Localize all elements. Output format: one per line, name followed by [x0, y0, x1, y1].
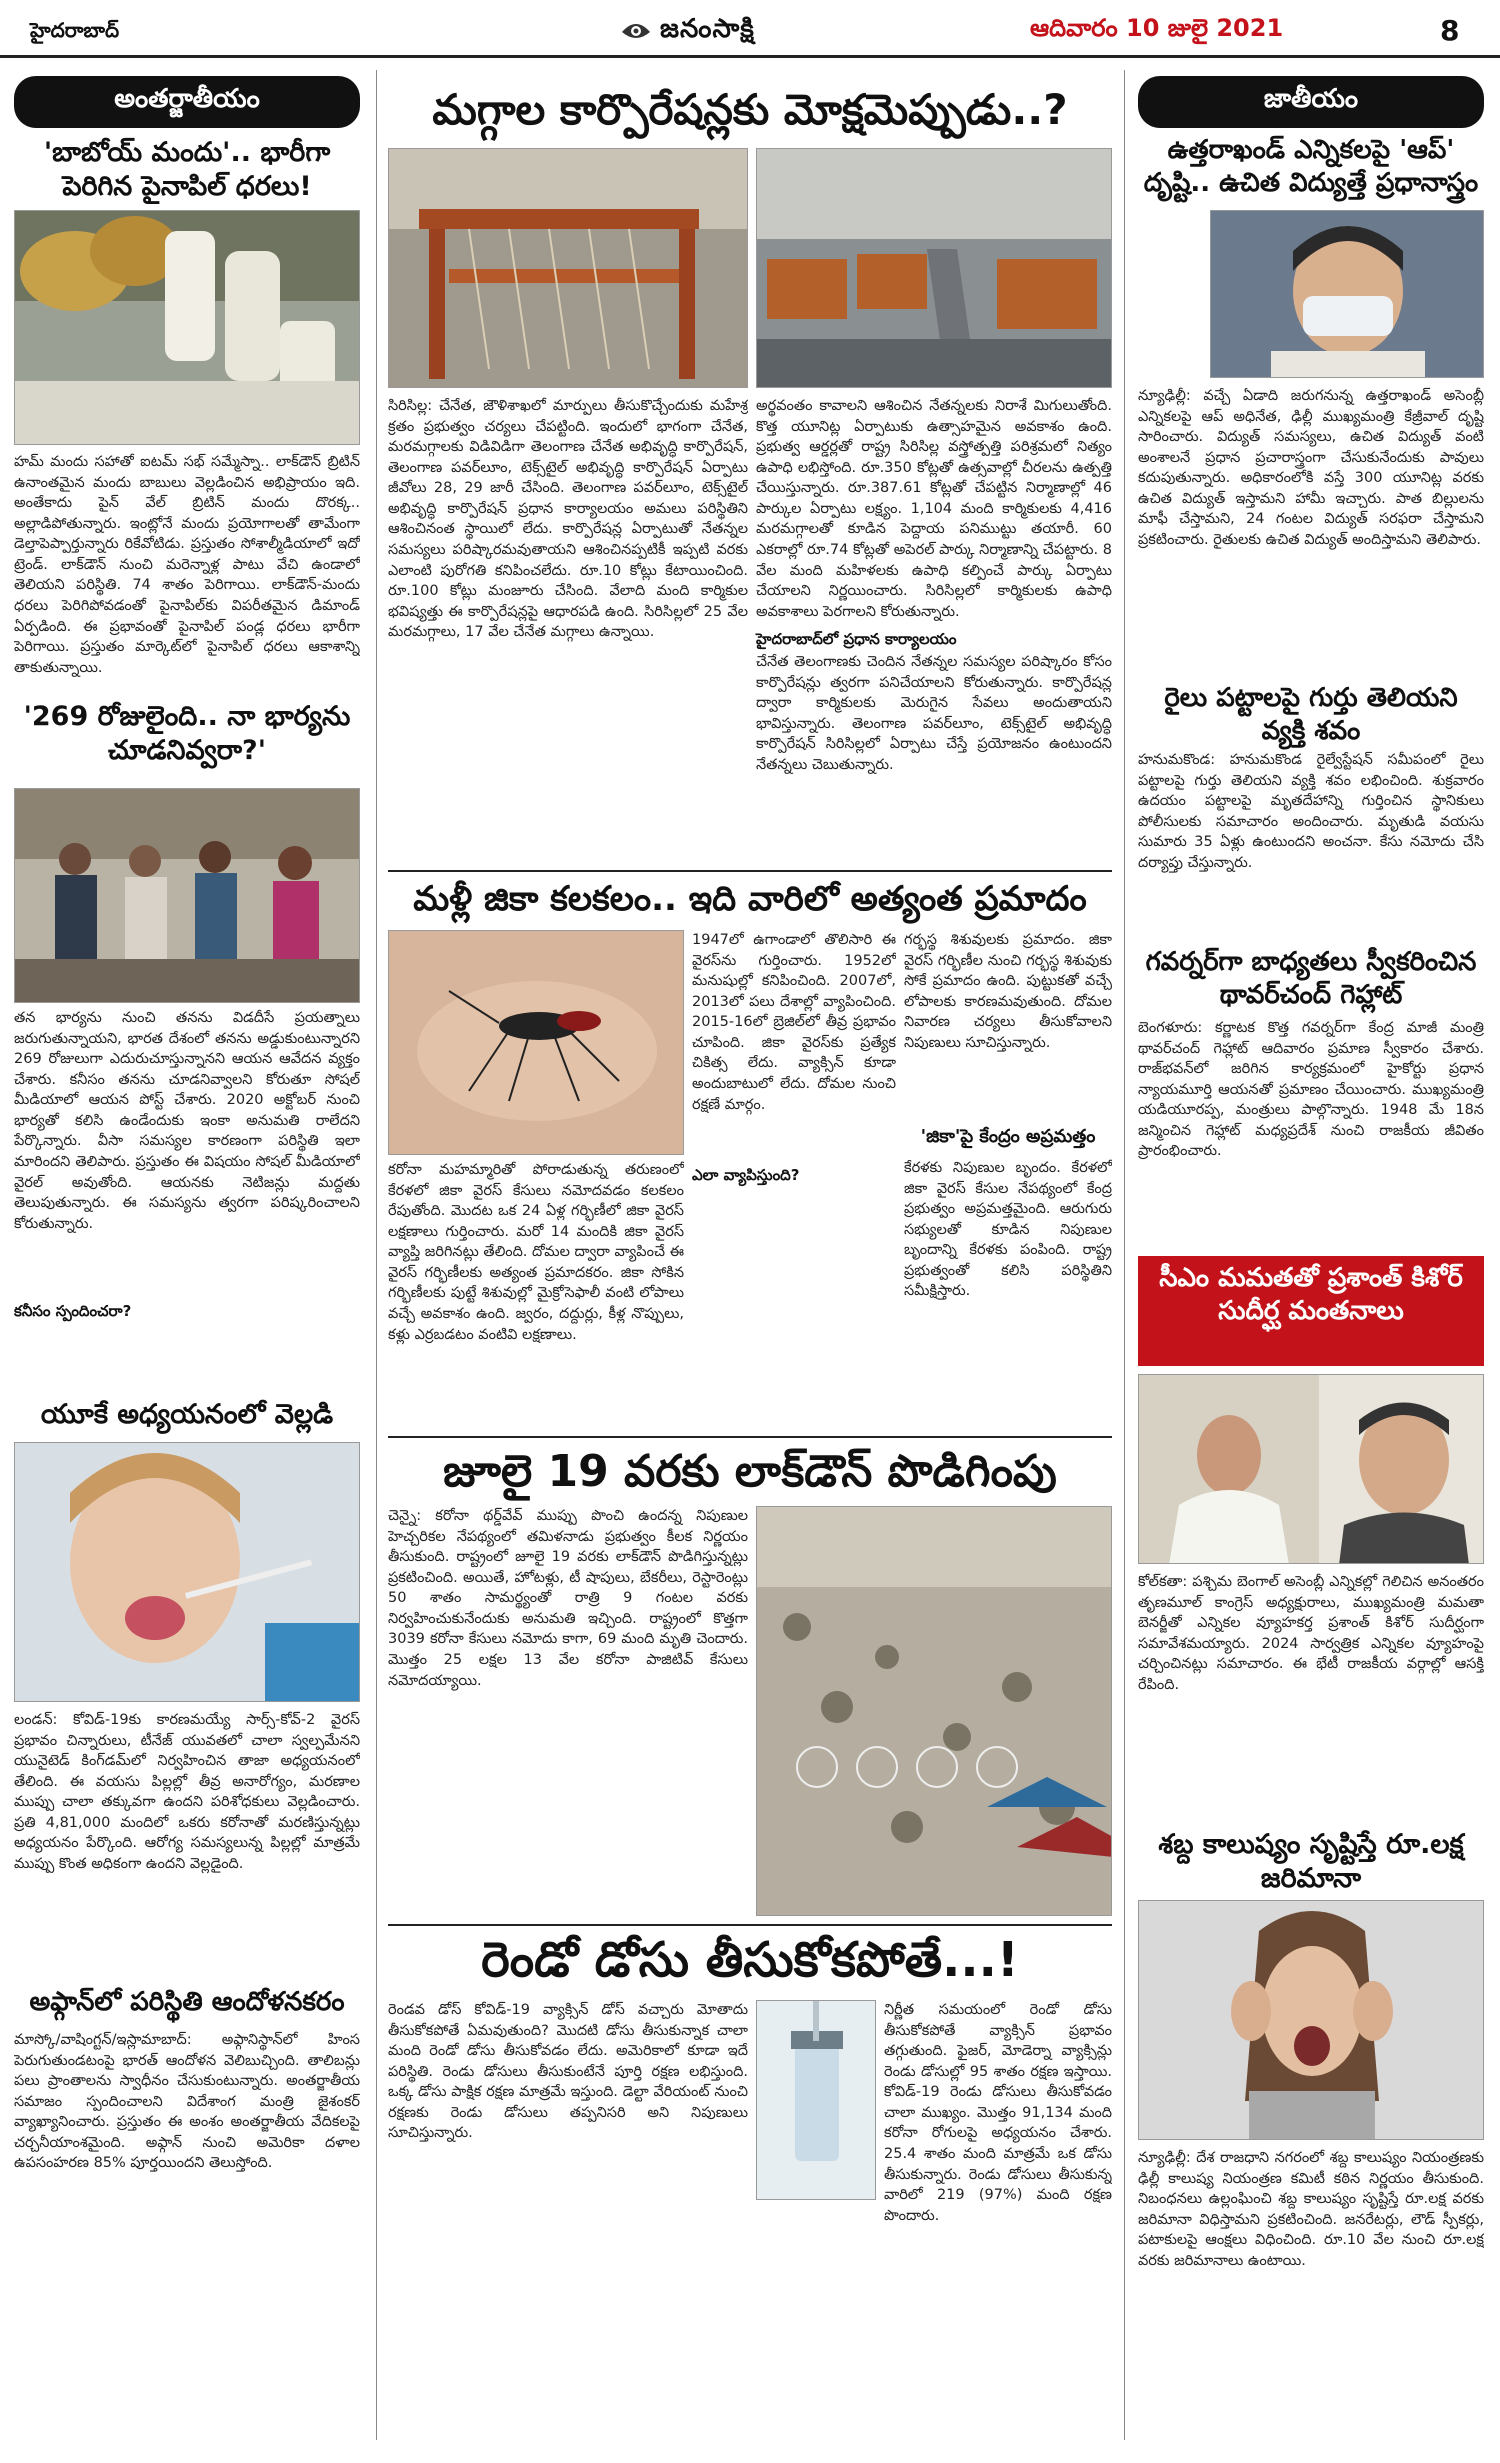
headline: ఉత్తరాఖండ్ ఎన్నికలపై 'ఆప్' దృష్టి.. ఉచిత విద్యుత్తే ప్రధానాస్త్రం	[1143, 135, 1479, 198]
article-body: 1947లో ఉగాండాలో తొలిసారి ఈ వైరస్‌ను గుర్తించారు. 1952లో మనుషుల్లో కనిపించింది. 2007లో, 2013లో పలు దేశాల్లో వ్యాపించింది. 2015-16లో బ్రెజిల్‌లో తీవ్ర ప్రభావం చూపింది. జికా వైరస్‌కు ప్రత్యేక చికిత్స లేదు. వ్యాక్సిన్ కూడా అందుబాటులో లేదు. దోమల నుంచి రక్షణే మార్గం.	[692, 932, 896, 1113]
child-swab-photo	[14, 1442, 360, 1702]
mosquito-photo	[388, 930, 684, 1155]
headline: మళ్లీ జికా కలకలం.. ఇది వారిలో అత్యంత ప్రమాదం	[413, 879, 1087, 919]
section-rule	[388, 870, 1112, 872]
article-body: చెన్నై: కరోనా థర్డ్‌వేవ్ ముప్పు పొంచి ఉందన్న నిపుణుల హెచ్చరికల నేపథ్యంలో తమిళనాడు ప్రభుత్వం కీలక నిర్ణయం తీసుకుంది. రాష్ట్రంలో జూలై 19 వరకు లాక్‌డౌన్ పొడిగిస్తున్నట్లు ప్రకటించింది. అయితే, హోటళ్లు, టీ షాపులు, బేకరీలు, రెస్టారెంట్లు 50 శాతం సామర్థ్యంతో రాత్రి 9 గంటల వరకు నిర్వహించుకునేందుకు అనుమతి ఇచ్చింది. రాష్ట్రంలో కొత్తగా 3039 కరోనా కేసులు నమోదు కాగా, 69 మంది మృతి చెందారు. మొత్తం 25 లక్షల 13 వేల కరోనా పాజిటివ్ కేసులు నమోదయ్యాయి.	[388, 1508, 748, 1689]
article-body: కోల్‌కతా: పశ్చిమ బెంగాల్ అసెంబ్లీ ఎన్నికల్లో గెలిచిన అనంతరం తృణమూల్ కాంగ్రెస్ అధ్యక్షురాలు, ముఖ్యమంత్రి మమతా బెనర్జీతో ఎన్నికల వ్యూహకర్త ప్రశాంత్ కిశోర్ సుదీర్ఘంగా సమావేశమయ్యారు. 2024 సార్వత్రిక ఎన్నికల వ్యూహంపై చర్చించినట్లు సమాచారం. ఈ భేటీ రాజకీయ వర్గాల్లో ఆసక్తి రేపింది.	[1138, 1574, 1484, 1693]
column-divider	[376, 70, 377, 2440]
article-body: రెండవ డోస్ కోవిడ్-19 వ్యాక్సిన్ డోస్ వచ్చారు మోతాదు తీసుకోకపోతే ఏమవుతుంది? మొదటి డోసు తీసుకున్నాక చాలా మంది రెండో డోసు తీసుకోవడం లేదు. అమెరికాలో కూడా ఇదే పరిస్థితి. రెండు డోసులు తీసుకుంటేనే పూర్తి రక్షణ లభిస్తుంది. ఒక్క డోసు పాక్షిక రక్షణ మాత్రమే ఇస్తుంది. డెల్టా వేరియంట్ నుంచి రక్షణకు రెండు డోసులు తప్పనిసరి అని నిపుణులు సూచిస్తున్నారు.	[388, 2002, 748, 2142]
headline: 'బాబోయ్ మందు'.. భారీగా పెరిగిన పైనాపిల్ ధరలు!	[43, 137, 331, 202]
subheading: కనీసం స్పందించరా?	[14, 1302, 132, 1320]
article-body: న్యూఢిల్లీ: వచ్చే ఏడాది జరుగనున్న ఉత్తరాఖండ్ అసెంబ్లీ ఎన్నికలపై ఆప్ అధినేత, ఢిల్లీ ముఖ్యమంత్రి కేజ్రీవాల్ దృష్టి సారించారు. విద్యుత్ సమస్యలు, ఉచిత విద్యుత్ వంటి అంశాలనే ప్రధాన ప్రచారాస్త్రంగా చేసుకునేందుకు పావులు కదుపుతున్నారు. అధికారంలోకి వస్తే 300 యూనిట్ల వరకు ఉచిత విద్యుత్ ఇస్తామని హామీ ఇచ్చారు. పాత బిల్లులను మాఫీ చేస్తామని, 24 గంటల విద్యుత్ సరఫరా చేస్తామని ప్రకటించారు. రైతులకు ఉచిత విద్యుత్ అందిస్తామని తెలిపారు.	[1138, 388, 1484, 549]
headline: రెండో డోసు తీసుకోకపోతే...!	[481, 1932, 1019, 1988]
article-body: కేరళకు నిపుణుల బృందం. కేరళలో జికా వైరస్ కేసుల నేపథ్యంలో కేంద్ర ప్రభుత్వం అప్రమత్తమైంది. ఆరుగురు సభ్యులతో కూడిన నిపుణుల బృందాన్ని కేరళకు పంపింది. రాష్ట్ర ప్రభుత్వంతో కలిసి పరిస్థితిని సమీక్షిస్తారు.	[904, 1160, 1112, 1300]
section-rule	[388, 1436, 1112, 1438]
headline: '269 రోజులైంది.. నా భార్యను చూడనివ్వరా?'	[23, 701, 351, 766]
article-body: చేనేత తెలంగాణకు చెందిన నేతన్నల సమస్యల పరిష్కారం కోసం కార్పొరేషన్లు త్వరగా పనిచేయాలని కోరుతున్నారు. కార్పొరేషన్ల ద్వారా కార్మికులకు మెరుగైన సేవలు అందుతాయని భావిస్తున్నారు. తెలంగాణ పవర్‌లూం, టెక్స్‌టైల్ అభివృద్ధి కార్పొరేషన్ సిరిసిల్లలో ఏర్పాటు చేస్తే ప్రయోజనం ఉంటుందని నేతన్నలు చెబుతున్నారు.	[756, 654, 1112, 773]
headline: మగ్గాల కార్పొరేషన్లకు మోక్షమెప్పుడు..?	[432, 85, 1068, 134]
masthead-title: జనంసాక్షి	[660, 14, 755, 44]
article-body: హనుమకొండ: హనుమకొండ రైల్వేస్టేషన్ సమీపంలో రైలు పట్టాలపై గుర్తు తెలియని వ్యక్తి శవం లభించింది. శుక్రవారం ఉదయం పట్టాలపై మృతదేహాన్ని గుర్తించిన స్థానికులు పోలీసులకు సమాచారం అందించారు. మృతుడి వయసు సుమారు 35 ఏళ్లు ఉంటుందని అంచనా. కేసు నమోదు చేసి దర్యాప్తు చేస్తున్నారు.	[1138, 752, 1484, 871]
family-photo	[14, 788, 360, 1003]
article-body: తన భార్యను నుంచి తనను విడదీసే ప్రయత్నాలు జరుగుతున్నాయని, భారత దేశంలో తనను అడ్డుకుంటున్నారని 269 రోజులుగా ఎదురుచూస్తున్నానని ఆయన ఆవేదన వ్యక్తం చేశారు. కనీసం తనను చూడనివ్వాలని కోరుతూ సోషల్ మీడియాలో ఆయన పోస్ట్ చేశారు. 2020 అక్టోబర్ నుంచి భార్యతో కలిసి ఉండేందుకు ఇంకా అనుమతి రాలేదని పేర్కొన్నారు. వీసా సమస్యల కారణంగా పరిస్థితి ఇలా మారిందని తెలిపారు. ప్రస్తుతం ఈ విషయం సోషల్ మీడియాలో వైరల్ అవుతోంది. ఆయనకు నెటిజన్లు మద్దతు తెలుపుతున్నారు. ఈ సమస్యను త్వరగా పరిష్కరించాలని కోరుతున్నారు.	[14, 1010, 360, 1232]
subheading: ఎలా వ్యాపిస్తుంది?	[692, 1166, 800, 1184]
subheading: 'జికా'పై కేంద్రం అప్రమత్తం	[920, 1126, 1096, 1147]
loom-photo	[388, 148, 748, 388]
article-body: నిర్ణీత సమయంలో రెండో డోసు తీసుకోకపోతే వ్యాక్సిన్ ప్రభావం తగ్గుతుంది. ఫైజర్, మోడెర్నా వ్యాక్సిన్లు రెండు డోసుల్లో 95 శాతం రక్షణ ఇస్తాయి. కోవిడ్-19 రెండు డోసులు తీసుకోవడం చాలా ముఖ్యం. మొత్తం 91,134 మంది కరోనా రోగులపై అధ్యయనం చేశారు. 25.4 శాతం మంది మాత్రమే ఒక డోసు తీసుకున్నారు. రెండు డోసులు తీసుకున్న వారిలో 219 (97%) మంది రక్షణ పొందారు.	[884, 2002, 1112, 2224]
section-rule	[388, 1924, 1112, 1926]
headline: రైలు పట్టాలపై గుర్తు తెలియని వ్యక్తి శవం	[1164, 683, 1458, 746]
subheading: హైదరాబాద్‌లో ప్రధాన కార్యాలయం	[756, 630, 957, 648]
market-crowd-photo	[756, 1506, 1112, 1916]
eye-logo-icon	[620, 14, 652, 44]
kejriwal-photo	[1210, 210, 1484, 378]
article-body: గర్భస్థ శిశువులకు ప్రమాదం. జికా వైరస్ గర్భిణీల నుంచి గర్భస్థ శిశువుకు సోకే ప్రమాదం ఉంది. పుట్టుకతో వచ్చే లోపాలకు కారణమవుతుంది. దోమల నివారణ చర్యలు తీసుకోవాలని నిపుణులు సూచిస్తున్నారు.	[904, 932, 1112, 1051]
page-number: 8	[1440, 14, 1460, 47]
article-body: హమ్ మందు సహాతో ఐటమ్ సభ్ సమ్మేస్నా.. లాక్‌డౌన్ బ్రిటిన్ ఉనాంతమైన మందు బాబులు వెల్లడించిన అభిప్రాయం ఇది. అంతేకాదు పైన్ వేల్ బ్రిటిన్ మందు దొరక్క.. అల్లాడిపోతున్నారు. ఇంట్లోనే మందు ప్రయోగాలతో తామేంగా డెల్తాపెప్పార్తున్నారు రికేవోటిడు. ప్రస్తుతం సోశాల్మీడియాలో ఇదో ట్రెండ్. లాక్‌డౌన్ నుంచి మరెన్నాళ్ల పాటు వేచి ఉండాలో తెలియని పరిస్థితి. 74 శాతం పెరిగాయి. లాక్‌డౌన్-మందు ధరలు పెరిగిపోవడంతో పైనాపిల్‌కు విపరీతమైన డిమాండ్ ఏర్పడింది. ఈ ప్రభావంతో పైనాపిల్ పండ్ల ధరలు భారీగా పెరిగాయి. ప్రస్తుతం మార్కెట్‌లో పైనాపిల్ ధరలు ఆకాశాన్ని తాకుతున్నాయి.	[14, 454, 360, 676]
article-body: లండన్: కోవిడ్-19కు కారణమయ్యే సార్స్-కోవ్-2 వైరస్ ప్రభావం చిన్నారులు, టీనేజ్ యువతలో చాలా స్వల్పమేనని యునైటెడ్ కింగ్‌డమ్‌లో నిర్వహించిన తాజా అధ్యయనంలో తేలింది. ఈ వయసు పిల్లల్లో తీవ్ర అనారోగ్యం, మరణాల ముప్పు చాలా తక్కువగా ఉందని పరిశోధకులు వెల్లడించారు. ప్రతి 4,81,000 మందిలో ఒకరు కరోనాతో మరణిస్తున్నట్లు అధ్యయనం పేర్కొంది. ఆరోగ్య సమస్యలున్న పిల్లల్లో మాత్రమే ముప్పు కొంత అధికంగా ఉందని వెల్లడైంది.	[14, 1712, 360, 1873]
headline: గవర్నర్‌గా బాధ్యతలు స్వీకరించిన థావర్‌చంద్ గెహ్లాట్	[1145, 947, 1477, 1010]
headline: అఫ్గాన్‌లో పరిస్థితి ఆందోళనకరం	[29, 1987, 345, 2017]
headline: సీఎం మమతతో ప్రశాంత్ కిశోర్ సుదీర్ఘ మంతనాలు	[1159, 1263, 1463, 1326]
woman-covering-ears-photo	[1138, 1900, 1484, 2140]
article-body: బెంగళూరు: కర్ణాటక కొత్త గవర్నర్‌గా కేంద్ర మాజీ మంత్రి థావర్‌చంద్ గెహ్లాట్ ఆదివారం ప్రమాణ స్వీకారం చేశారు. రాజ్‌భవన్‌లో జరిగిన కార్యక్రమంలో హైకోర్టు ప్రధాన న్యాయమూర్తి ఆయనతో ప్రమాణం చేయించారు. ముఖ్యమంత్రి యడియూరప్ప, మంత్రులు పాల్గొన్నారు. 1948 మే 18న జన్మించిన గెహ్లాట్ మధ్యప్రదేశ్ నుంచి రాజకీయ జీవితం ప్రారంభించారు.	[1138, 1020, 1484, 1160]
article-body: మాస్కో/వాషింగ్టన్/ఇస్లామాబాద్: అఫ్గానిస్థాన్‌లో హింస పెరుగుతుండటంపై భారత్ ఆందోళన వెలిబుచ్చింది. తాలిబన్లు పలు ప్రాంతాలను స్వాధీనం చేసుకుంటున్నారు. అంతర్జాతీయ సమాజం స్పందించాలని విదేశాంగ మంత్రి జైశంకర్ వ్యాఖ్యానించారు. ప్రస్తుతం ఈ అంశం అంతర్జాతీయ వేదికలపై చర్చనీయాంశమైంది. అఫ్గాన్ నుంచి అమెరికా దళాల ఉపసంహరణ 85% పూర్తయిందని తెలుస్తోంది.	[14, 2032, 360, 2172]
section-tag-national: జాతీయం	[1138, 76, 1484, 128]
headline: శబ్ద కాలుష్యం సృష్టిస్తే రూ.లక్ష జరిమానా	[1158, 1829, 1464, 1894]
article-body: అర్థవంతం కావాలని ఆశించిన నేతన్నలకు నిరాశే మిగులుతోంది. కొత్త యూనిట్ల ఏర్పాటుకు ఉత్సాహమైన అవకాశం ఉంది. ప్రభుత్వ ఆర్డర్లతో రాష్ట్ర సిరిసిల్ల వస్త్రోత్పత్తి పరిశ్రమలో నిత్యం ఉపాధి లభిస్తోంది. రూ.350 కోట్లతో ఉత్సవాల్లో చీరలను ఉత్పత్తి చేయిస్తున్నారు. రూ.387.61 కోట్లతో చేపట్టిన నిర్మాణాల్లో 46 పార్కుల ఏర్పాటు లక్ష్యం. 1,104 మంది కార్మికులకు 4,416 మరమగ్గాలతో కూడిన పెద్దాయ పనిముట్టు తయారీ. 60 ఎకరాల్లో రూ.74 కోట్లతో అపెరల్ పార్కు నిర్మాణాన్ని చేపట్టారు. 8 వేల మంది మహిళలకు ఉపాధి కల్పించే పార్కు ఏర్పాటు చేయాలని నిర్ణయించారు. సిరిసిల్లలో కార్మికులకు ఉపాధి అవకాశాలు పెరగాలని కోరుతున్నారు.	[756, 398, 1112, 620]
masthead-date: ఆదివారం 10 జులై 2021	[1030, 14, 1284, 42]
section-tag-international: అంతర్జాతీయం	[14, 76, 360, 128]
vaccine-vial-photo	[756, 2000, 876, 2200]
pineapple-photo	[14, 210, 360, 445]
article-body: కరోనా మహమ్మారితో పోరాడుతున్న తరుణంలో కేరళలో జికా వైరస్ కేసులు నమోదవడం కలకలం రేపుతోంది. మొదట ఒక 24 ఏళ్ల గర్భిణీలో జికా వైరస్ లక్షణాలు గుర్తించారు. మరో 14 మందికి జికా వైరస్ వ్యాప్తి జరిగినట్లు తేలింది. దోమల ద్వారా వ్యాపించే ఈ వైరస్ గర్భిణీలకు అత్యంత ప్రమాదకరం. జికా సోకిన గర్భిణీలకు పుట్టే శిశువుల్లో మైక్రోసెఫాలీ వంటి లోపాలు వచ్చే అవకాశం ఉంది. జ్వరం, దద్దుర్లు, కీళ్ల నొప్పులు, కళ్లు ఎర్రబడటం వంటివి లక్షణాలు.	[388, 1162, 684, 1343]
column-divider	[1124, 70, 1125, 2440]
headline: జూలై 19 వరకు లాక్‌డౌన్ పొడిగింపు	[443, 1446, 1057, 1497]
article-body: న్యూఢిల్లీ: దేశ రాజధాని నగరంలో శబ్ద కాలుష్యం నియంత్రణకు ఢిల్లీ కాలుష్య నియంత్రణ కమిటీ కఠిన నిర్ణయం తీసుకుంది. నిబంధనలు ఉల్లంఘించి శబ్ద కాలుష్యం సృష్టిస్తే రూ.లక్ష వరకు జరిమానా విధిస్తామని ప్రకటించింది. జనరేటర్లు, లౌడ్ స్పీకర్లు, పటాకులపై ఆంక్షలు విధించింది. రూ.10 వేల నుంచి రూ.లక్ష వరకు జరిమానాలు ఉంటాయి.	[1138, 2150, 1484, 2269]
headline: యూకే అధ్యయనంలో వెల్లడి	[40, 1399, 334, 1430]
masthead-city: హైదరాబాద్	[30, 18, 120, 42]
factory-photo	[756, 148, 1112, 388]
mamata-kishor-photo	[1138, 1374, 1484, 1564]
article-body: సిరిసిల్ల: చేనేత, జౌళిశాఖలో మార్పులు తీసుకొచ్చేందుకు మహేశ్ర క్రతం ప్రభుత్వం చర్యలు చేపట్టింది. ఇందులో భాగంగా చేనేత, మరమగ్గాలకు విడివిడిగా తెలంగాణ చేనేత అభివృద్ధి కార్పొరేషన్, తెలంగాణ పవర్‌లూం, టెక్స్‌టైల్ అభివృద్ధి కార్పొరేషన్ ఏర్పాటు జీవోలు 28, 29 జారీ చేసింది. తెలంగాణ పవర్‌లూం, టెక్స్‌టైల్ అభివృద్ధి కార్పొరేషన్ ప్రధాన కార్యాలయం అమలు పరిస్థితిని ఆశించినంత స్థాయిలో లేదు. కార్పొరేషన్ల ఏర్పాటుతో నేతన్నల సమస్యలు పరిష్కారమవుతాయని ఆశించినప్పటికీ ఇప్పటి వరకు ఎలాంటి పురోగతి కనిపించలేదు. రూ.10 కోట్లు కేటాయించింది. రూ.100 కోట్లు మంజూరు చేసింది. వేలాది మంది కార్మికుల భవిష్యత్తు ఈ కార్పొరేషన్లపై ఆధారపడి ఉంది. సిరిసిల్లలో 25 వేల మరమగ్గాలు, 17 వేల చేనేత మగ్గాలు ఉన్నాయి.	[388, 398, 748, 641]
